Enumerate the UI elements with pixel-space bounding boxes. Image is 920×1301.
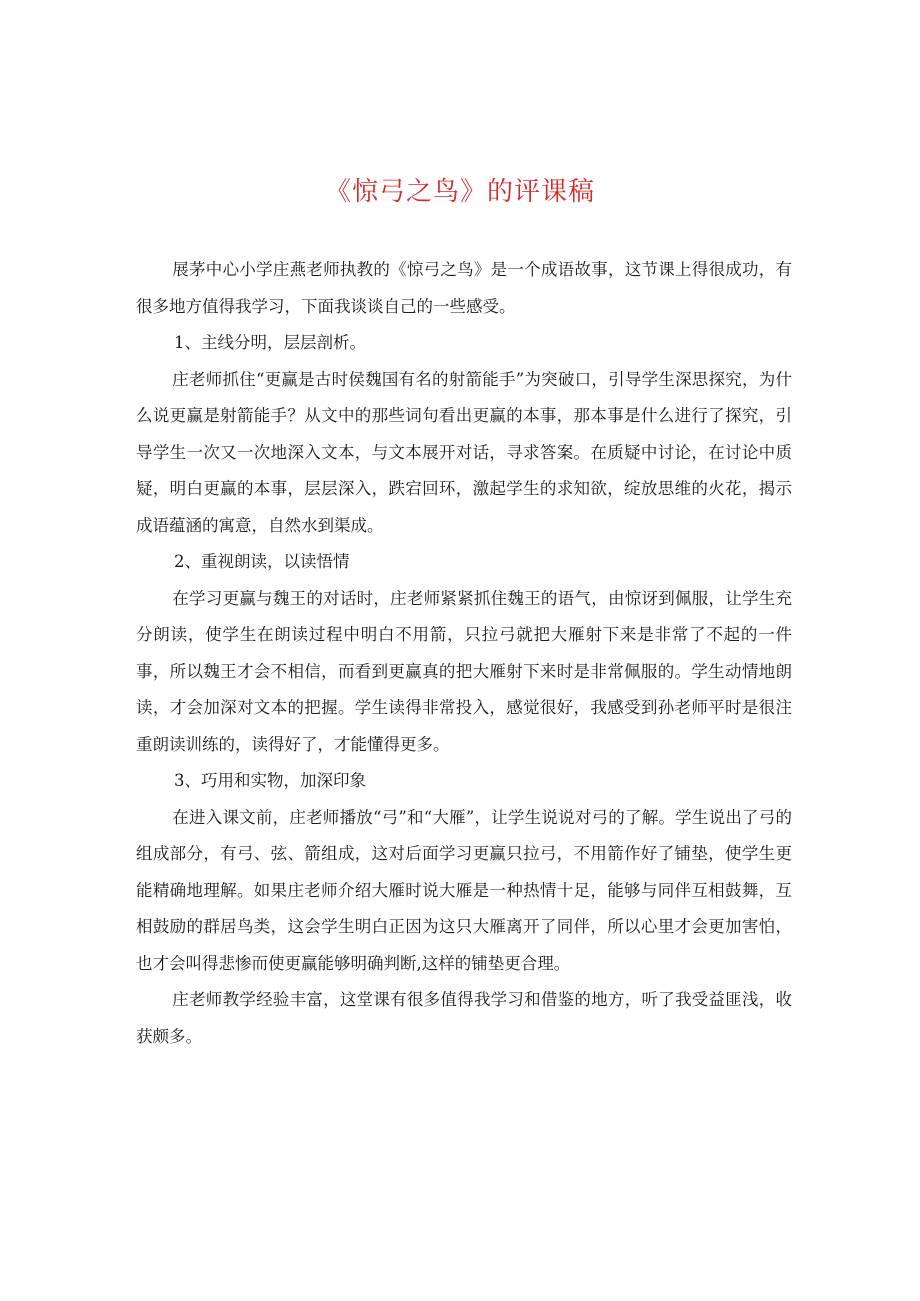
section-3-body: 在进入课文前，庄老师播放“弓”和“大雁”，让学生说说对弓的了解。学生说出了弓的组成部分，有弓、弦、箭组成，这对后面学习更赢只拉弓，不用箭作好了铺垫，使学生更能精确地理解。如果庄老师介绍大雁时说大雁是一种热情十足，能够与同伴互相鼓舞，互相鼓励的群居鸟类，这会学生明白正因为这只大雁离开了同伴，所以心里才会更加害怕，也才会叫得悲惨而使更赢能够明确判断,这样的铺垫更合理。 bbox=[136, 807, 792, 973]
section-1-heading: 1、主线分明，层层剖析。 bbox=[174, 333, 366, 352]
intro-paragraph: 展茅中心小学庄燕老师执教的《惊弓之鸟》是一个成语故事，这节课上得很成功，有很多地方值得我学习，下面我谈谈自己的一些感受。 bbox=[136, 260, 792, 316]
conclusion-paragraph: 庄老师教学经验丰富，这堂课有很多值得我学习和借鉴的地方，听了我受益匪浅，收获颇多。 bbox=[136, 990, 792, 1046]
section-1-body: 庄老师抓住“更赢是古时侯魏国有名的射箭能手”为突破口，引导学生深思探究，为什么说更赢是射箭能手？从文中的那些词句看出更赢的本事，那本事是什么进行了探究，引导学生一次又一次地深入文本，与文本展开对话，寻求答案。在质疑中讨论，在讨论中质疑，明白更赢的本事，层层深入，跌宕回环，激起学生的求知欲，绽放思维的火花，揭示成语蕴涵的寓意，自然水到渠成。 bbox=[136, 369, 792, 535]
section-2-body: 在学习更赢与魏王的对话时，庄老师紧紧抓住魏王的语气，由惊讶到佩服，让学生充分朗读，使学生在朗读过程中明白不用箭，只拉弓就把大雁射下来是非常了不起的一件事，所以魏王才会不相信，而看到更赢真的把大雁射下来时是非常佩服的。学生动情地朗读，才会加深对文本的把握。学生读得非常投入，感觉很好，我感受到孙老师平时是很注重朗读训练的，读得好了，才能懂得更多。 bbox=[136, 588, 792, 754]
document-title: 《惊弓之鸟》的评课稿 bbox=[324, 177, 595, 207]
section-3-heading: 3、巧用和实物，加深印象 bbox=[174, 771, 366, 790]
section-2-heading: 2、重视朗读，以读悟情 bbox=[174, 552, 350, 571]
document-body bbox=[136, 252, 792, 1055]
